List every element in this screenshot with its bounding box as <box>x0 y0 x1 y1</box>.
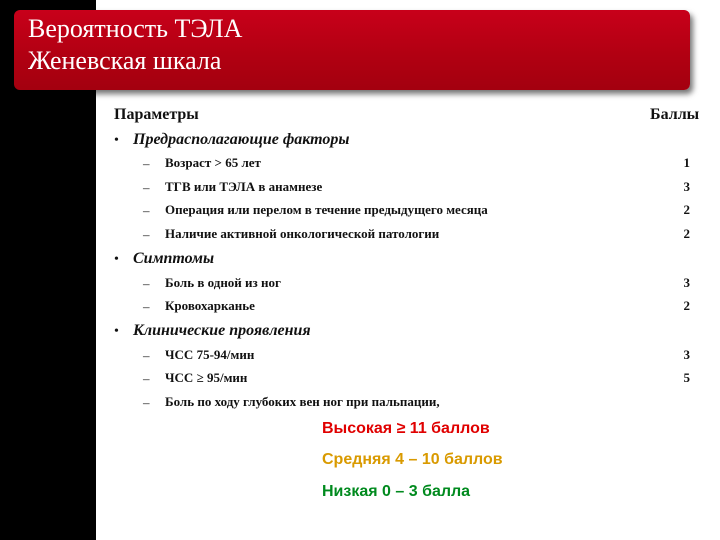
item-score: 2 <box>683 298 690 313</box>
item-label: Операция или перелом в течение предыдущего месяца <box>165 202 488 217</box>
section-title-predisposing: Предрасполагающие факторы <box>133 131 350 148</box>
dash: – <box>143 156 150 171</box>
item-label: Кровохарканье <box>165 298 255 313</box>
scores-header: Баллы <box>650 106 700 123</box>
risk-level-low: Низкая 0 – 3 балла <box>322 483 471 500</box>
item-label: ТГВ или ТЭЛА в анамнезе <box>165 179 323 194</box>
dash: – <box>143 227 150 242</box>
bullet: • <box>114 252 119 267</box>
risk-level-medium: Средняя 4 – 10 баллов <box>322 451 503 468</box>
bullet: • <box>114 133 119 148</box>
dash: – <box>143 299 150 314</box>
item-label: Наличие активной онкологической патологии <box>165 226 440 241</box>
item-score: 3 <box>683 275 690 290</box>
section-title-clinical: Клинические проявления <box>133 322 311 339</box>
item-score: 3 <box>683 347 690 362</box>
item-score: 3 <box>683 179 690 194</box>
title-banner <box>14 10 690 90</box>
dash: – <box>143 371 150 386</box>
dash: – <box>143 348 150 363</box>
section-title-symptoms: Симптомы <box>133 250 215 267</box>
item-score: 2 <box>683 226 690 241</box>
item-label: ЧСС 75-94/мин <box>165 347 255 362</box>
dash: – <box>143 180 150 195</box>
item-label: Боль по ходу глубоких вен ног при пальпации, <box>165 394 440 409</box>
risk-level-high: Высокая ≥ 11 баллов <box>322 420 490 437</box>
dash: – <box>143 203 150 218</box>
params-header: Параметры <box>114 106 199 123</box>
item-score: 5 <box>683 370 690 385</box>
dash: – <box>143 395 150 410</box>
item-label: Боль в одной из ног <box>165 275 281 290</box>
dash: – <box>143 276 150 291</box>
item-label: Возраст > 65 лет <box>165 155 261 170</box>
title-line-2: Женевская шкала <box>28 46 222 75</box>
bullet: • <box>114 324 119 339</box>
title-line-1: Вероятность ТЭЛА <box>28 14 243 43</box>
item-score: 1 <box>683 155 690 170</box>
item-label: ЧСС ≥ 95/мин <box>165 370 248 385</box>
item-score: 2 <box>683 202 690 217</box>
